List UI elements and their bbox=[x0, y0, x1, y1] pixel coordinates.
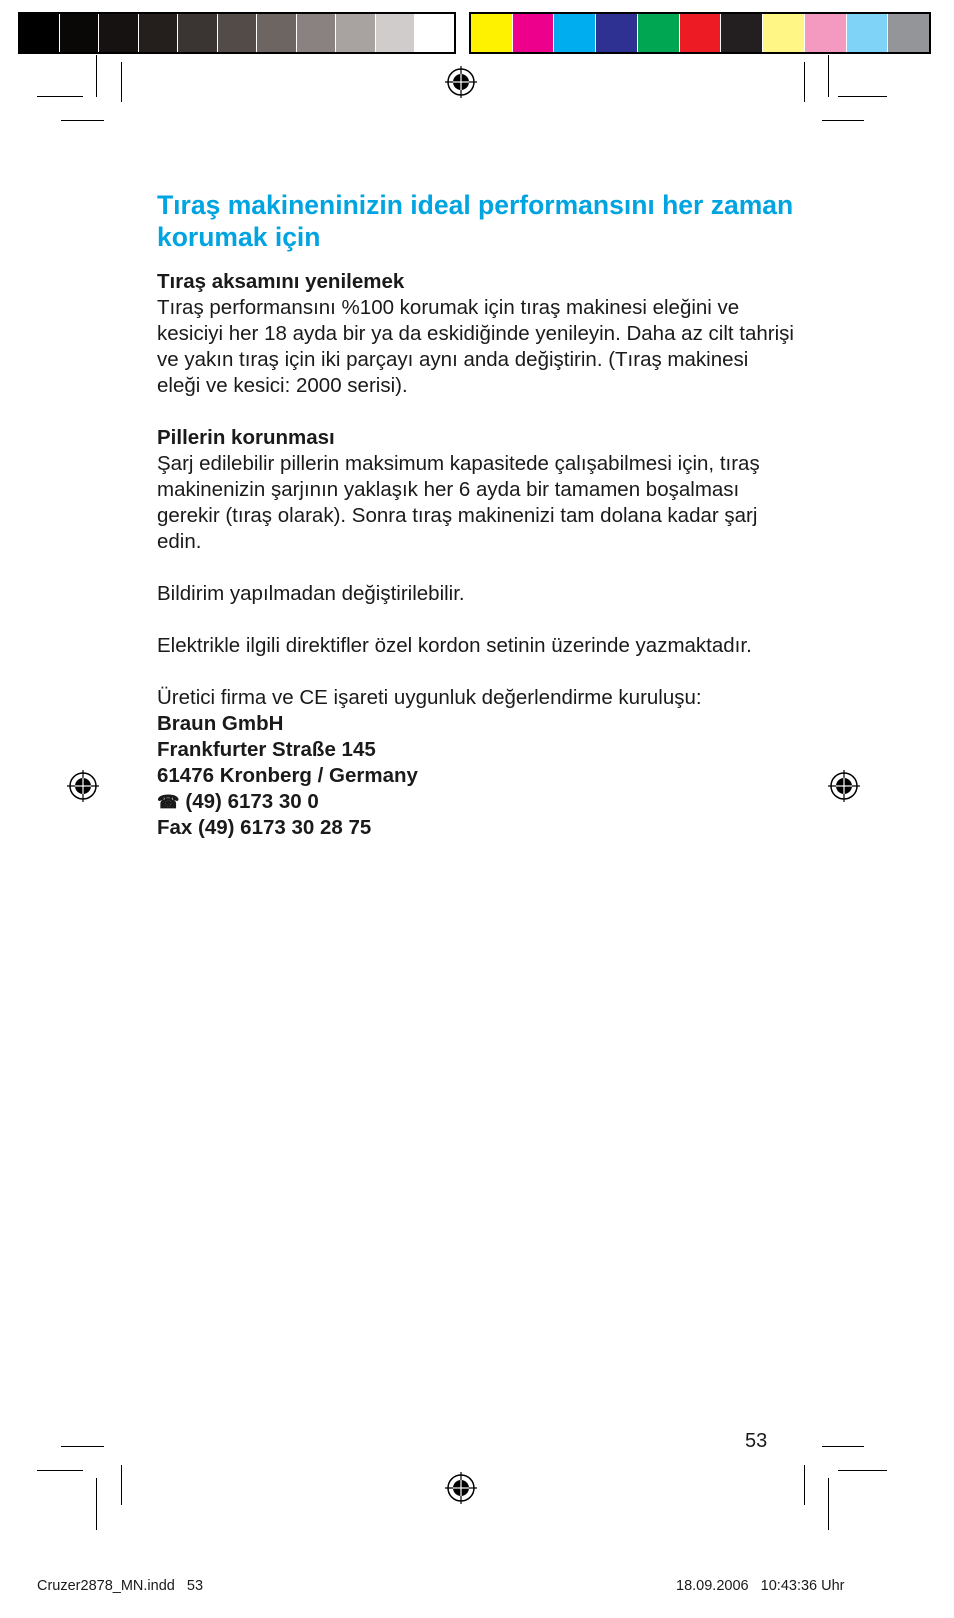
footer-timestamp: 18.09.2006 10:43:36 Uhr bbox=[676, 1578, 845, 1594]
company-phone-line bbox=[157, 789, 797, 815]
crop-mark bbox=[838, 96, 887, 97]
electrical-notice: Elektrikle ilgili direktifler özel kordon setinin üzerinde yazmaktadır. bbox=[157, 634, 752, 657]
color-swatch bbox=[138, 14, 178, 52]
color-swatch bbox=[887, 14, 929, 52]
crop-mark bbox=[96, 1478, 97, 1530]
color-swatch bbox=[637, 14, 679, 52]
crop-mark bbox=[61, 120, 104, 121]
company-street: Frankfurter Straße 145 bbox=[157, 738, 376, 761]
color-swatch bbox=[256, 14, 296, 52]
color-swatch bbox=[471, 14, 512, 52]
crop-mark bbox=[37, 1470, 83, 1471]
registration-mark-icon bbox=[67, 770, 99, 802]
color-swatch bbox=[846, 14, 888, 52]
color-swatch bbox=[804, 14, 846, 52]
footer-file: Cruzer2878_MN.indd 53 bbox=[37, 1578, 204, 1594]
section-title-blade-replacement: Tıraş aksamını yenilemek bbox=[157, 270, 405, 293]
color-swatch bbox=[720, 14, 762, 52]
color-calibration-bar bbox=[469, 12, 931, 54]
manufacturer-intro: Üretici firma ve CE işareti uygunluk değerlendirme kuruluşu: bbox=[157, 686, 702, 709]
section-body-blade-replacement: Tıraş performansını %100 korumak için tıraş makinesi eleğini ve kesiciyi her 18 ayda bir ya da eskidiğinde yenileyin. Daha az cilt tahrişi ve yakın tıraş için iki parçayı aynı anda değiştirin. (Tıraş makinesi eleği ve kesici: 2000 serisi). bbox=[157, 296, 794, 397]
crop-mark bbox=[61, 1446, 104, 1447]
company-phone: (49) 6173 30 0 bbox=[185, 790, 319, 813]
color-swatch bbox=[98, 14, 138, 52]
color-swatch bbox=[59, 14, 99, 52]
crop-mark bbox=[121, 1465, 122, 1505]
registration-mark-icon bbox=[445, 66, 477, 98]
color-swatch bbox=[177, 14, 217, 52]
crop-mark bbox=[822, 1446, 864, 1447]
color-swatch bbox=[414, 14, 454, 52]
color-swatch bbox=[762, 14, 804, 52]
color-swatch bbox=[217, 14, 257, 52]
color-swatch bbox=[679, 14, 721, 52]
section-body-battery-care: Şarj edilebilir pillerin maksimum kapasitede çalışabilmesi için, tıraş makinenizin şarjının yaklaşık her 6 ayda bir tamamen boşalması gerekir (tıraş olarak). Sonra tıraş makinenizi tam dolana kadar şarj edin. bbox=[157, 452, 760, 553]
color-swatch bbox=[20, 14, 59, 52]
crop-mark bbox=[804, 1465, 805, 1505]
manufacturer-block bbox=[157, 685, 797, 841]
page-title: Tıraş makineninizin ideal performansını her zaman korumak için bbox=[157, 190, 794, 252]
crop-mark bbox=[822, 120, 864, 121]
registration-mark-icon bbox=[828, 770, 860, 802]
color-swatch bbox=[512, 14, 554, 52]
change-notice: Bildirim yapılmadan değiştirilebilir. bbox=[157, 582, 465, 605]
company-name: Braun GmbH bbox=[157, 712, 284, 735]
crop-mark bbox=[804, 62, 805, 102]
page-content bbox=[157, 189, 797, 841]
section-title-battery-care: Pillerin korunması bbox=[157, 426, 335, 449]
crop-mark bbox=[838, 1470, 887, 1471]
grayscale-calibration-bar bbox=[18, 12, 456, 54]
color-swatch bbox=[335, 14, 375, 52]
registration-mark-icon bbox=[445, 1472, 477, 1504]
crop-mark bbox=[828, 1478, 829, 1530]
phone-icon: ☎ bbox=[157, 792, 180, 812]
page-number: 53 bbox=[745, 1430, 768, 1452]
color-swatch bbox=[375, 14, 415, 52]
company-fax: Fax (49) 6173 30 28 75 bbox=[157, 816, 372, 839]
color-swatch bbox=[553, 14, 595, 52]
company-city: 61476 Kronberg / Germany bbox=[157, 764, 418, 787]
color-swatch bbox=[595, 14, 637, 52]
crop-mark bbox=[828, 55, 829, 97]
crop-mark bbox=[121, 62, 122, 102]
crop-mark bbox=[37, 96, 83, 97]
crop-mark bbox=[96, 55, 97, 97]
color-swatch bbox=[296, 14, 336, 52]
